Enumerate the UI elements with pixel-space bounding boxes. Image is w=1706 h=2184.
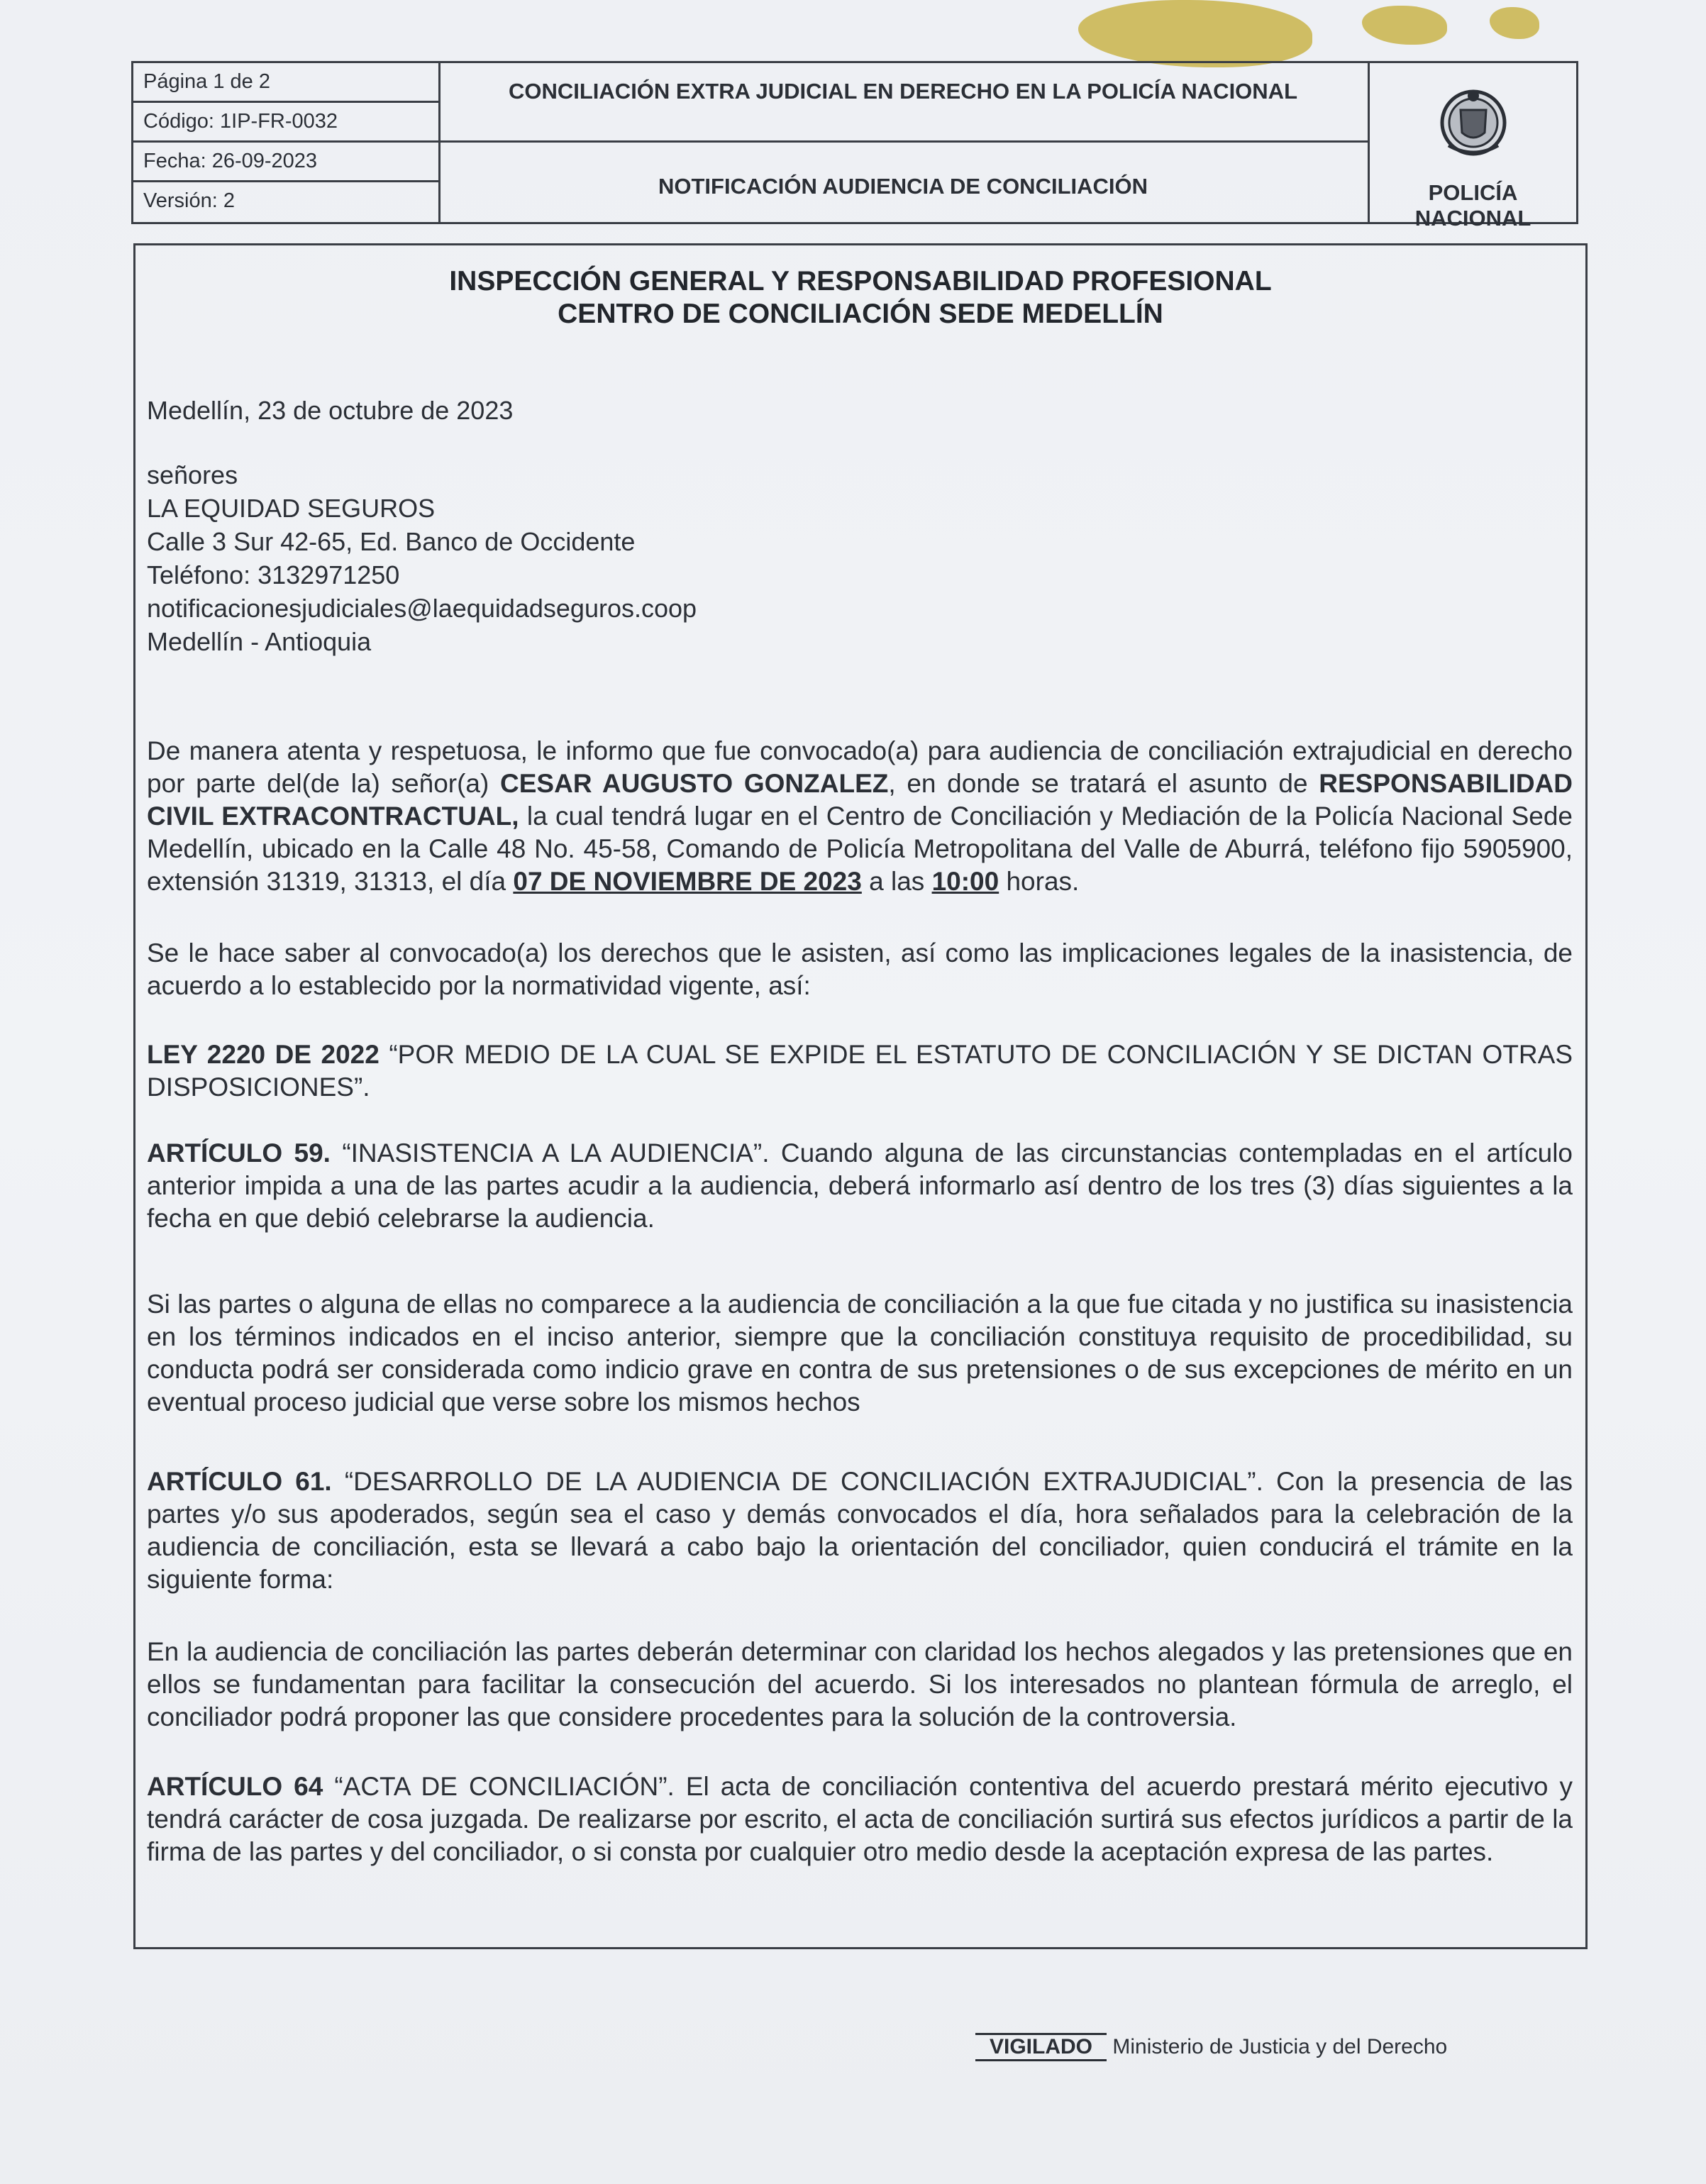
document-date: Fecha: 26-09-2023	[133, 143, 438, 182]
paragraph-text: a las	[861, 867, 932, 896]
letter-date: Medellín, 23 de octubre de 2023	[147, 396, 514, 425]
article-number: ARTÍCULO 61.	[147, 1467, 332, 1496]
addressee-phone: Teléfono: 3132971250	[147, 560, 400, 589]
organization-name: POLICÍA NACIONAL	[1414, 180, 1531, 231]
article-number: ARTÍCULO 59.	[147, 1138, 331, 1168]
document-code: Código: 1IP-FR-0032	[133, 103, 438, 143]
hearing-time: 10:00	[931, 867, 999, 896]
convoking-party-name: CESAR AUGUSTO GONZALEZ	[500, 769, 889, 798]
document-header-table	[131, 61, 1578, 231]
stain-mark	[1490, 7, 1539, 39]
paragraph-text: De manera atenta y respetuosa, le informo que fue convocado(a) para audiencia de conciliación extrajudicial en derecho por parte del(de la) señor(a)	[147, 736, 1573, 798]
header-org-cell	[1370, 63, 1576, 231]
paragraph-law	[147, 1038, 1573, 1104]
document-version: Versión: 2	[143, 189, 235, 212]
day-label: día	[469, 867, 506, 896]
addressee-street: Calle 3 Sur 42-65, Ed. Banco de Occidente	[147, 527, 636, 556]
paragraph-article-64	[147, 1770, 1573, 1868]
addressee-block	[147, 458, 1573, 658]
article-text: “DESARROLLO DE LA AUDIENCIA DE CONCILIACIÓN EXTRAJUDICIAL”. Con la presencia de las partes y/o sus apoderados, según sea el caso y demás convocados el día, hora señalados para la celebración de la audiencia de conciliación, esta se llevará a cabo bajo la orientación del conciliador, quien conducirá el trámite en la siguiente forma:	[147, 1467, 1573, 1594]
vigilado-label: VIGILADO	[975, 2033, 1107, 2061]
hearing-date: 07 DE NOVIEMBRE DE 2023	[513, 867, 862, 896]
law-title: “POR MEDIO DE LA CUAL SE EXPIDE EL ESTATUTO DE CONCILIACIÓN Y SE DICTAN OTRAS DISPOSICIONES”.	[147, 1040, 1573, 1102]
institution-line-2: CENTRO DE CONCILIACIÓN SEDE MEDELLÍN	[558, 299, 1163, 329]
header-title-cell	[438, 63, 1370, 222]
article-text: “ACTA DE CONCILIACIÓN”. El acta de conciliación contentiva del acuerdo prestará mérito ejecutivo y tendrá carácter de cosa juzgada. De realizarse por escrito, el acta de conciliación surtirá sus efectos jurídicos a partir de la firma de las partes y del conciliador, o si consta por cualquier otro medio desde la aceptación expresa de las partes.	[147, 1772, 1573, 1866]
paragraph-article-59	[147, 1137, 1573, 1235]
institution-line-1: INSPECCIÓN GENERAL Y RESPONSABILIDAD PROFESIONAL	[449, 266, 1272, 296]
paragraph-summons	[147, 735, 1573, 898]
page-number: Página 1 de 2	[133, 63, 438, 103]
paragraph-rights: Se le hace saber al convocado(a) los derechos que le asisten, así como las implicaciones legales de la inasistencia, de acuerdo a lo establecido por la normatividad vigente, así:	[147, 938, 1573, 1000]
article-text: “INASISTENCIA A LA AUDIENCIA”. Cuando alguna de las circunstancias contempladas en el artículo anterior impida a una de las partes acudir a la audiencia, deberá informarlo así dentro de los tres (3) días siguientes a la fecha en que debió celebrarse la audiencia.	[147, 1138, 1573, 1233]
article-number: ARTÍCULO 64	[147, 1772, 323, 1801]
salutation: señores	[147, 460, 238, 489]
ministry-name: Ministerio de Justicia y del Derecho	[1112, 2035, 1448, 2058]
stain-mark	[1362, 6, 1447, 45]
paragraph-text: la cual tendrá lugar en el Centro de Conciliación y Mediación de la Policía Nacional Sede Medellín, ubicado en la Calle 48 No. 45-58, Comando de Policía Metropolitana del Valle de Aburrá, teléfono fijo 5905900, extensión 31319, 31313, el	[147, 802, 1573, 896]
stain-mark	[1078, 0, 1312, 67]
header-metadata	[133, 63, 441, 222]
letter-body-frame	[133, 243, 1588, 1949]
document-subtitle: NOTIFICACIÓN AUDIENCIA DE CONCILIACIÓN	[658, 174, 1148, 199]
institution-heading	[135, 265, 1585, 331]
paragraph-text: , en donde se tratará el asunto de	[888, 769, 1319, 798]
addressee-city: Medellín - Antioquia	[147, 627, 372, 656]
paragraph-hearing-procedure: En la audiencia de conciliación las partes deberán determinar con claridad los hechos alegados y las pretensiones que en ellos se fundamentan para facilitar la consecución del acuerdo. Si los interesados no plantean fórmula de arreglo, el conciliador podrá proponer las que considere procedentes para la solución de la controversia.	[147, 1637, 1573, 1731]
paragraph-non-appearance: Si las partes o alguna de ellas no comparece a la audiencia de conciliación a la que fue citada y no justifica su inasistencia en los términos indicados en el inciso anterior, siempre que la conciliación constituya requisito de procedibilidad, su conducta podrá ser considerada como indicio grave en contra de sus pretensiones o de sus excepciones de mérito en un eventual proceso judicial que verse sobre los mismos hechos	[147, 1290, 1573, 1417]
law-reference: LEY 2220 DE 2022	[147, 1040, 380, 1069]
addressee-email: notificacionesjudiciales@laequidadseguros.coop	[147, 594, 697, 623]
paragraph-article-61	[147, 1465, 1573, 1596]
police-crest-icon	[1431, 82, 1516, 167]
case-subject: RESPONSABILIDAD CIVIL EXTRACONTRACTUAL,	[147, 769, 1573, 831]
addressee-name: LA EQUIDAD SEGUROS	[147, 494, 436, 523]
footer-oversight	[975, 2033, 1447, 2061]
paragraph-text: horas.	[999, 867, 1080, 896]
document-title: CONCILIACIÓN EXTRA JUDICIAL EN DERECHO EN LA POLICÍA NACIONAL	[438, 63, 1368, 143]
